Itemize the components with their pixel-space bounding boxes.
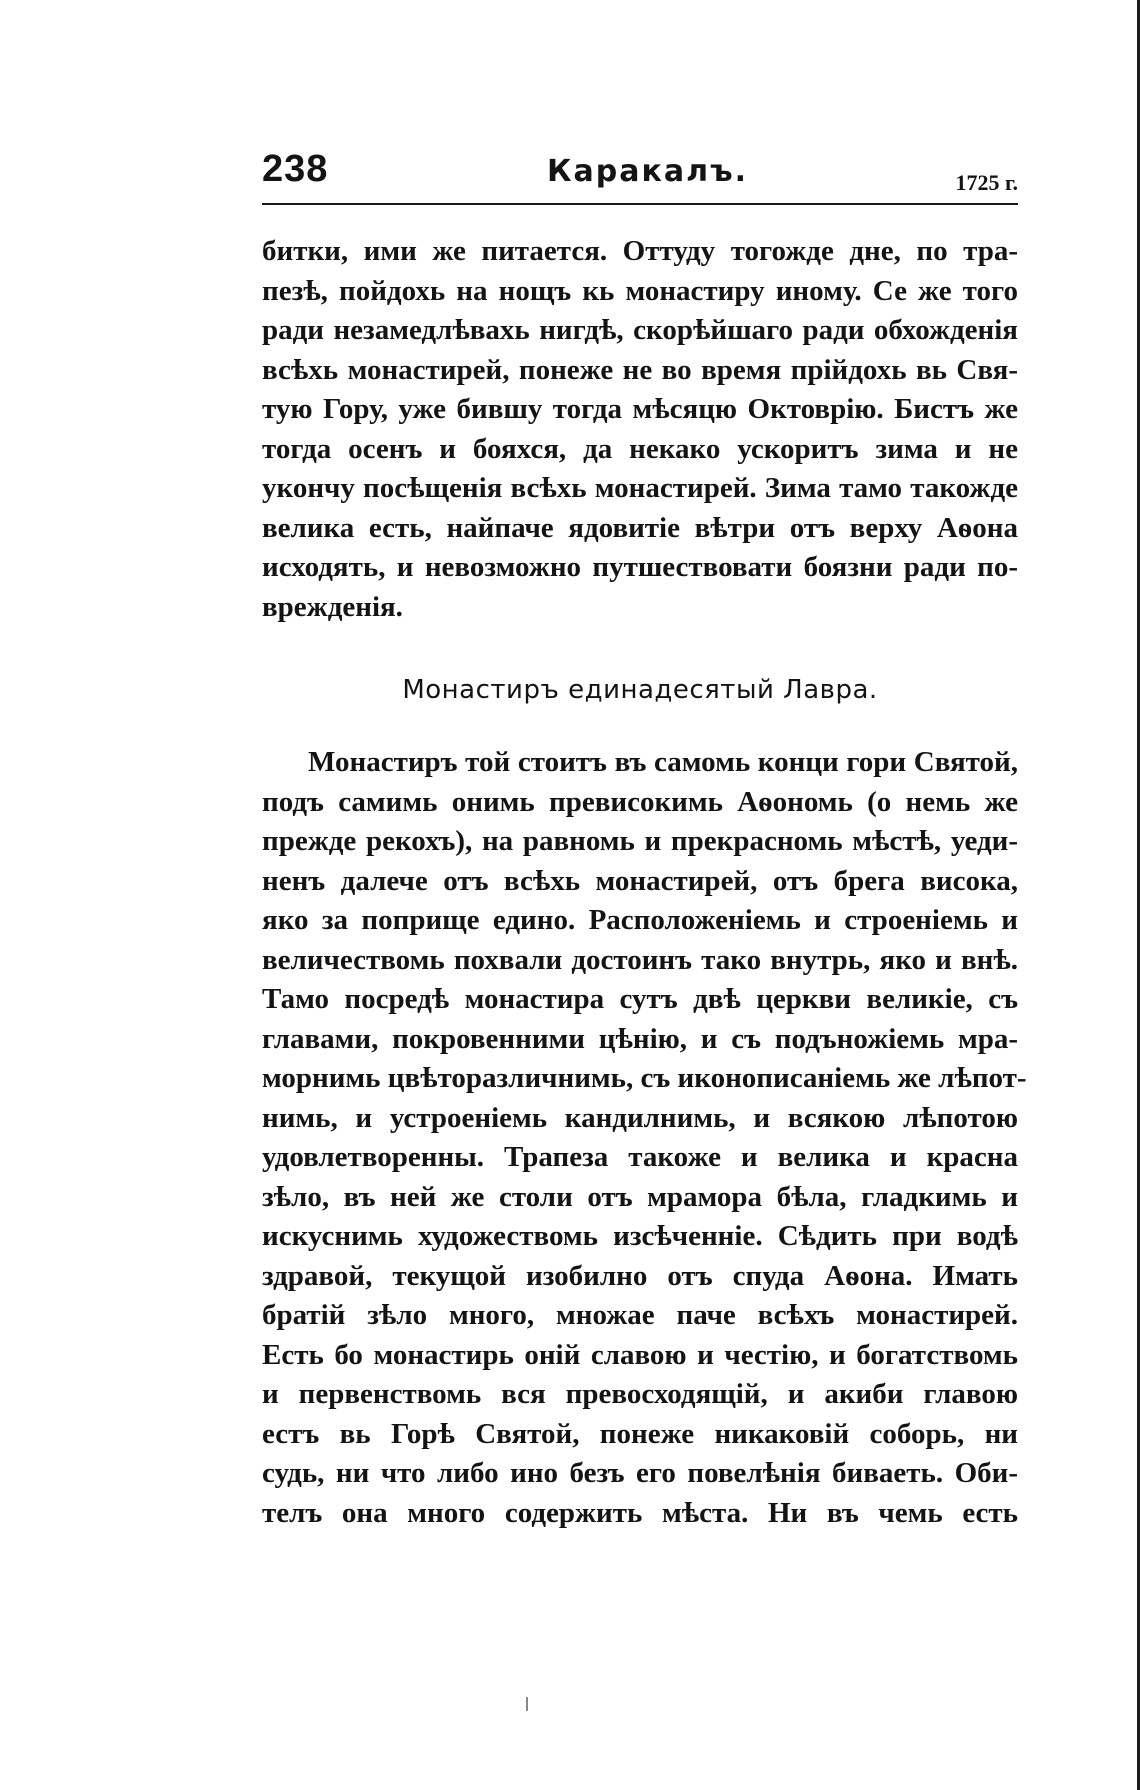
text-line: величествомь похвали достоинъ тако внутрь, яко и внѣ. bbox=[262, 943, 1018, 976]
text-line: Есть бо монастирь оній славою и честію, и богатствомь bbox=[262, 1338, 1018, 1371]
text-line: нимь, и устроеніемь кандилнимь, и всякою лѣпотою bbox=[262, 1101, 1018, 1134]
text-line: Тамо посредѣ монастира сутъ двѣ церкви великіе, съ bbox=[262, 983, 1018, 1015]
text-line: всѣхь монастирей, понеже не во время прійдохь вь Свя- bbox=[262, 353, 1018, 386]
text-line: яко за поприще едино. Расположеніемь и строеніемь и bbox=[262, 904, 1018, 936]
text-line: исходять, и невозможно путшествовати боязни ради по- bbox=[262, 551, 1018, 583]
year-marker: 1725 г. bbox=[955, 170, 1018, 195]
text-line: пезѣ, пойдохь на нощъ кь монастиру иному. Се же того bbox=[262, 274, 1018, 307]
text-line: зѣло, въ ней же столи отъ мрамора бѣла, гладкимь и bbox=[262, 1180, 1018, 1213]
text-line: велика есть, найпаче ядовитіе вѣтри отъ верху Аѳона bbox=[262, 511, 1018, 544]
text-line: укончу посѣщенія всѣхь монастирей. Зима тамо такожде bbox=[262, 472, 1018, 504]
text-line: ненъ далече отъ всѣхь монастирей, отъ брега висока, bbox=[262, 864, 1018, 897]
text-line: удовлетворенны. Трапеза такоже и велика и красна bbox=[262, 1141, 1018, 1173]
text-line: судь, ни что либо ино безъ его повелѣнія биваеть. Оби- bbox=[262, 1457, 1018, 1489]
text-line: главами, покровенними цѣнію, и съ подъножіемь мра- bbox=[262, 1022, 1018, 1055]
paragraph-2 bbox=[262, 743, 1027, 1533]
print-speck bbox=[526, 1697, 528, 1711]
text-line: и первенствомь вся превосходящій, и акиби главою bbox=[262, 1378, 1018, 1410]
text-line: морнимь цвѣторазличнимь, съ иконописаніемь же лѣпот- bbox=[262, 1062, 1027, 1094]
running-header bbox=[262, 148, 1018, 204]
section-heading: Монастиръ единадесятый Лавра. bbox=[402, 675, 878, 705]
text-line: искуснимь художествомь изсѣченніе. Сѣдить при водѣ bbox=[262, 1220, 1018, 1252]
text-line: битки, ими же питается. Оттуду тогожде дне, по тра- bbox=[262, 235, 1018, 267]
text-line: подъ самимь онимь превисокимь Аѳономь (о немь же bbox=[262, 785, 1018, 818]
text-line: телъ она много содержить мѣста. Ни въ чемь есть bbox=[262, 1496, 1018, 1529]
text-line: прежде рекохъ), на равномь и прекрасномь мѣстѣ, уеди- bbox=[262, 825, 1018, 857]
text-line: врежденія. bbox=[262, 590, 403, 623]
running-title: Каракалъ. bbox=[547, 154, 749, 189]
text-line: тогда осенъ и бояхся, да некако ускоритъ зима и не bbox=[262, 432, 1018, 465]
page-number: 238 bbox=[262, 148, 329, 190]
text-line: здравой, текущой изобилно отъ спуда Аѳона. Имать bbox=[262, 1259, 1018, 1292]
text-line: ради незамедлѣвахь нигдѣ, скорѣйшаго ради обхожденія bbox=[262, 314, 1018, 346]
text-line: естъ вь Горѣ Святой, понеже никаковій соборь, ни bbox=[262, 1417, 1018, 1450]
text-line: братій зѣло много, множае паче всѣхъ монастирей. bbox=[262, 1299, 1018, 1331]
text-line: тую Гору, уже бившу тогда мѣсяцю Октоврію. Бистъ же bbox=[262, 393, 1018, 425]
header-rule bbox=[262, 203, 1018, 205]
paragraph-1 bbox=[262, 232, 1018, 627]
text-line: Монастиръ той стоитъ въ самомь конци гори Святой, bbox=[308, 746, 1018, 778]
